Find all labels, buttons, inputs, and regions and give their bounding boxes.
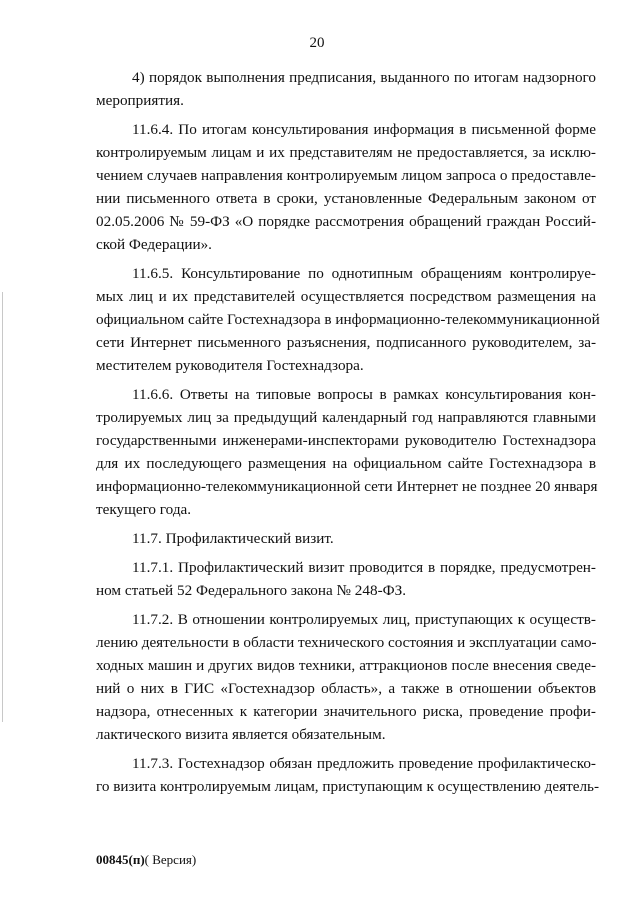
text-line: 02.05.2006 № 59-ФЗ «О порядке рассмотрения обращений граждан Россий- (96, 213, 596, 230)
text-line: мероприятия. (96, 92, 184, 109)
text-line: ном статьей 52 Федерального закона № 248-ФЗ. (96, 582, 407, 599)
text-line: чением случаев направления контролируемым лицом запроса о предоставле- (96, 167, 596, 184)
document-body (96, 66, 600, 804)
page-number: 20 (309, 35, 325, 51)
text-line: ской Федерации». (96, 236, 212, 253)
text-line: го визита контролируемым лицам, приступающим к осуществлению деятель- (96, 778, 600, 795)
text-line: 11.6.4. По итогам консультирования информация в письменной форме (132, 121, 596, 138)
text-line: надзора, отнесенных к категории значительного риска, проведение профи- (96, 703, 596, 720)
text-line: мых лиц и их представителей осуществляется посредством размещения на (96, 288, 596, 305)
text-line: лактического визита является обязательным. (96, 726, 386, 743)
text-line: 11.6.6. Ответы на типовые вопросы в рамках консультирования кон- (132, 386, 596, 403)
text-line: лению деятельности в области технического состояния и эксплуатации само- (96, 634, 597, 651)
text-line: информационно-телекоммуникационной сети Интернет не позднее 20 января (96, 478, 598, 495)
paragraph (96, 262, 600, 377)
scan-edge-mark (2, 292, 3, 722)
document-code: 00845(п) (96, 852, 145, 867)
text-line: 11.7.2. В отношении контролируемых лиц, приступающих к осуществ- (132, 611, 596, 628)
text-line: 11.7. Профилактический визит. (132, 530, 334, 547)
text-line: нии письменного ответа в сроки, установленные Федеральным законом от (96, 190, 596, 207)
paragraph (96, 66, 596, 112)
paragraph (96, 608, 596, 746)
paragraph (96, 527, 596, 550)
paragraph (96, 556, 596, 602)
paragraph (96, 752, 600, 798)
text-line: сети Интернет письменного разъяснения, подписанного руководителем, за- (96, 334, 596, 351)
text-line: 11.7.1. Профилактический визит проводится в порядке, предусмотрен- (132, 559, 596, 576)
text-line: местителем руководителя Гостехнадзора. (96, 357, 364, 374)
text-line: официальном сайте Гостехнадзора в информационно-телекоммуникационной (96, 311, 600, 328)
text-line: государственными инженерами-инспекторами руководителю Гостехнадзора (96, 432, 596, 449)
text-line: 11.7.3. Гостехнадзор обязан предложить проведение профилактическо- (132, 755, 596, 772)
text-line: ходных машин и других видов техники, аттракционов после внесения сведе- (96, 657, 596, 674)
text-line: ний о них в ГИС «Гостехнадзор область», а также в отношении объектов (96, 680, 596, 697)
text-line: контролируемым лицам и их представителям не предоставляется, за исклю- (96, 144, 596, 161)
document-footer (96, 852, 196, 868)
document-version: ( Версия) (144, 852, 197, 867)
paragraph (96, 118, 596, 256)
text-line: 11.6.5. Консультирование по однотипным обращениям контролируе- (132, 265, 596, 282)
paragraph (96, 383, 596, 521)
text-line: тролируемых лиц за предыдущий календарный год направляются главными (96, 409, 596, 426)
text-line: 4) порядок выполнения предписания, выданного по итогам надзорного (132, 69, 596, 86)
text-line: текущего года. (96, 501, 192, 518)
text-line: для их последующего размещения на официальном сайте Гостехнадзора в (96, 455, 596, 472)
